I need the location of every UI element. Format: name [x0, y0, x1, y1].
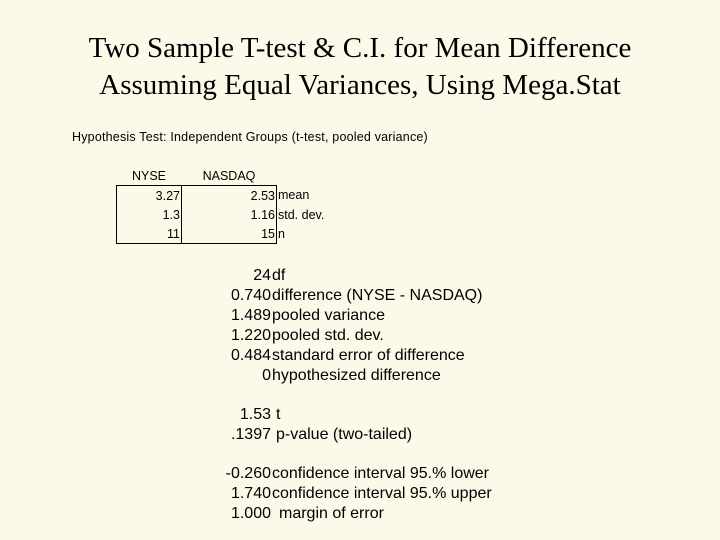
stat-value: -0.260 [225, 465, 271, 482]
stat-row-pooled-variance [200, 306, 500, 326]
stat-label: p-value (two-tailed) [276, 426, 413, 443]
stat-row-pooled-std-dev [200, 326, 500, 346]
title-line-2: Assuming Equal Variances, Using Mega.Stat [99, 69, 621, 101]
row-label-std-dev: std. dev. [278, 207, 325, 222]
stat-row-hypothesized-difference [200, 366, 500, 386]
stat-value: .1397 [230, 426, 271, 443]
stat-value: 1.740 [230, 485, 271, 502]
nasdaq-mean-cell: 2.53 [182, 186, 277, 206]
stat-row-ci-upper [200, 484, 500, 504]
input-data-table [116, 166, 400, 244]
stat-row-standard-error [200, 346, 500, 366]
stat-value: 1.489 [230, 307, 271, 324]
stat-label: difference (NYSE - NASDAQ) [272, 287, 483, 304]
nyse-mean-cell: 3.27 [117, 186, 182, 206]
stat-label: confidence interval 95.% lower [272, 465, 490, 482]
nyse-std-dev-cell: 1.3 [117, 205, 182, 224]
slide-title [0, 30, 720, 104]
stat-label: t [276, 406, 281, 423]
table-row [117, 186, 400, 206]
stat-row-df [200, 266, 500, 286]
table-row [117, 205, 400, 224]
column-header-nyse: NYSE [131, 168, 167, 183]
stat-label: standard error of difference [272, 347, 465, 364]
nyse-n-cell: 11 [117, 224, 182, 244]
stat-label: pooled std. dev. [272, 327, 384, 344]
row-label-mean: mean [278, 188, 310, 203]
stat-row-difference [200, 286, 500, 306]
nasdaq-std-dev-cell: 1.16 [182, 205, 277, 224]
stat-value: 1.220 [230, 327, 271, 344]
stat-value: 1.000 [230, 505, 271, 522]
title-line-1: Two Sample T-test & C.I. for Mean Difference [88, 32, 632, 64]
stat-label: df [272, 267, 286, 284]
stat-label: pooled variance [272, 307, 385, 324]
stat-label: hypothesized difference [272, 367, 441, 384]
stat-label: confidence interval 95.% upper [272, 485, 492, 502]
stat-value: 0 [262, 367, 271, 384]
stat-row-margin-of-error [200, 504, 500, 524]
stat-row-ci-lower [200, 464, 500, 484]
stat-row-t [200, 405, 500, 425]
stat-value: 1.53 [239, 406, 271, 423]
stat-value: 0.740 [230, 287, 271, 304]
table-row [117, 224, 400, 244]
stat-value: 24 [253, 267, 271, 284]
column-header-nasdaq: NASDAQ [202, 168, 256, 183]
nasdaq-n-cell: 15 [182, 224, 277, 244]
hypothesis-test-subtitle: Hypothesis Test: Independent Groups (t-test, pooled variance) [72, 130, 428, 144]
stat-value: 0.484 [230, 347, 271, 364]
stat-label: margin of error [279, 505, 384, 522]
stat-row-p-value [200, 425, 500, 445]
row-label-n: n [278, 226, 285, 241]
